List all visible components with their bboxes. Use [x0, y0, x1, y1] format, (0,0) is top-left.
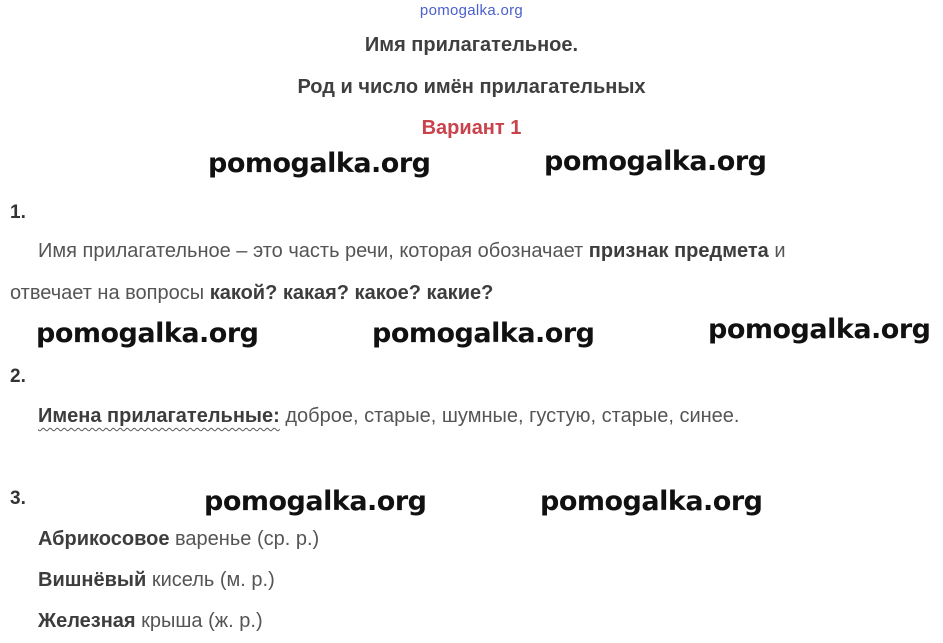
watermark: pomogalka.org	[208, 148, 431, 179]
noun-gender: крыша (ж. р.)	[135, 610, 263, 632]
list-item	[38, 610, 263, 633]
page-title: Имя прилагательное.	[364, 34, 579, 56]
page-subtitle: Род и число имён прилагательных	[297, 76, 646, 98]
list-item	[38, 528, 319, 551]
task-2-line	[38, 405, 739, 428]
watermark: pomogalka.org	[204, 486, 427, 517]
site-header-link[interactable]: pomogalka.org	[419, 2, 524, 19]
task-1-line-2	[10, 282, 493, 305]
watermark: pomogalka.org	[708, 314, 931, 345]
watermark: pomogalka.org	[544, 146, 767, 177]
noun-gender: кисель (м. р.)	[146, 569, 275, 591]
watermark: pomogalka.org	[540, 486, 763, 517]
task-1-bold-term: признак предмета	[588, 240, 769, 262]
task-1-text: отвечает на вопросы	[10, 282, 210, 304]
task-1-questions: какой? какая? какое? какие?	[209, 282, 494, 304]
watermark: pomogalka.org	[372, 318, 595, 349]
task-2-text: доброе, старые, шумные, густую, старые, синее.	[279, 405, 740, 427]
task-1-text: Имя прилагательное – это часть речи, которая обозначает	[38, 240, 589, 262]
task-2-label: Имена прилагательные:	[38, 405, 280, 427]
adjective: Вишнёвый	[38, 569, 147, 591]
noun-gender: варенье (ср. р.)	[169, 528, 320, 550]
watermark: pomogalka.org	[36, 318, 259, 349]
adjective: Железная	[38, 610, 136, 632]
task-2-number: 2.	[10, 366, 26, 387]
task-1-number: 1.	[10, 202, 26, 223]
task-1-text-end: и	[768, 240, 786, 262]
task-3-number: 3.	[10, 488, 26, 509]
list-item	[38, 569, 275, 592]
task-1-line-1	[38, 240, 786, 263]
adjective: Абрикосовое	[38, 528, 170, 550]
variant-heading: Вариант 1	[421, 117, 522, 139]
